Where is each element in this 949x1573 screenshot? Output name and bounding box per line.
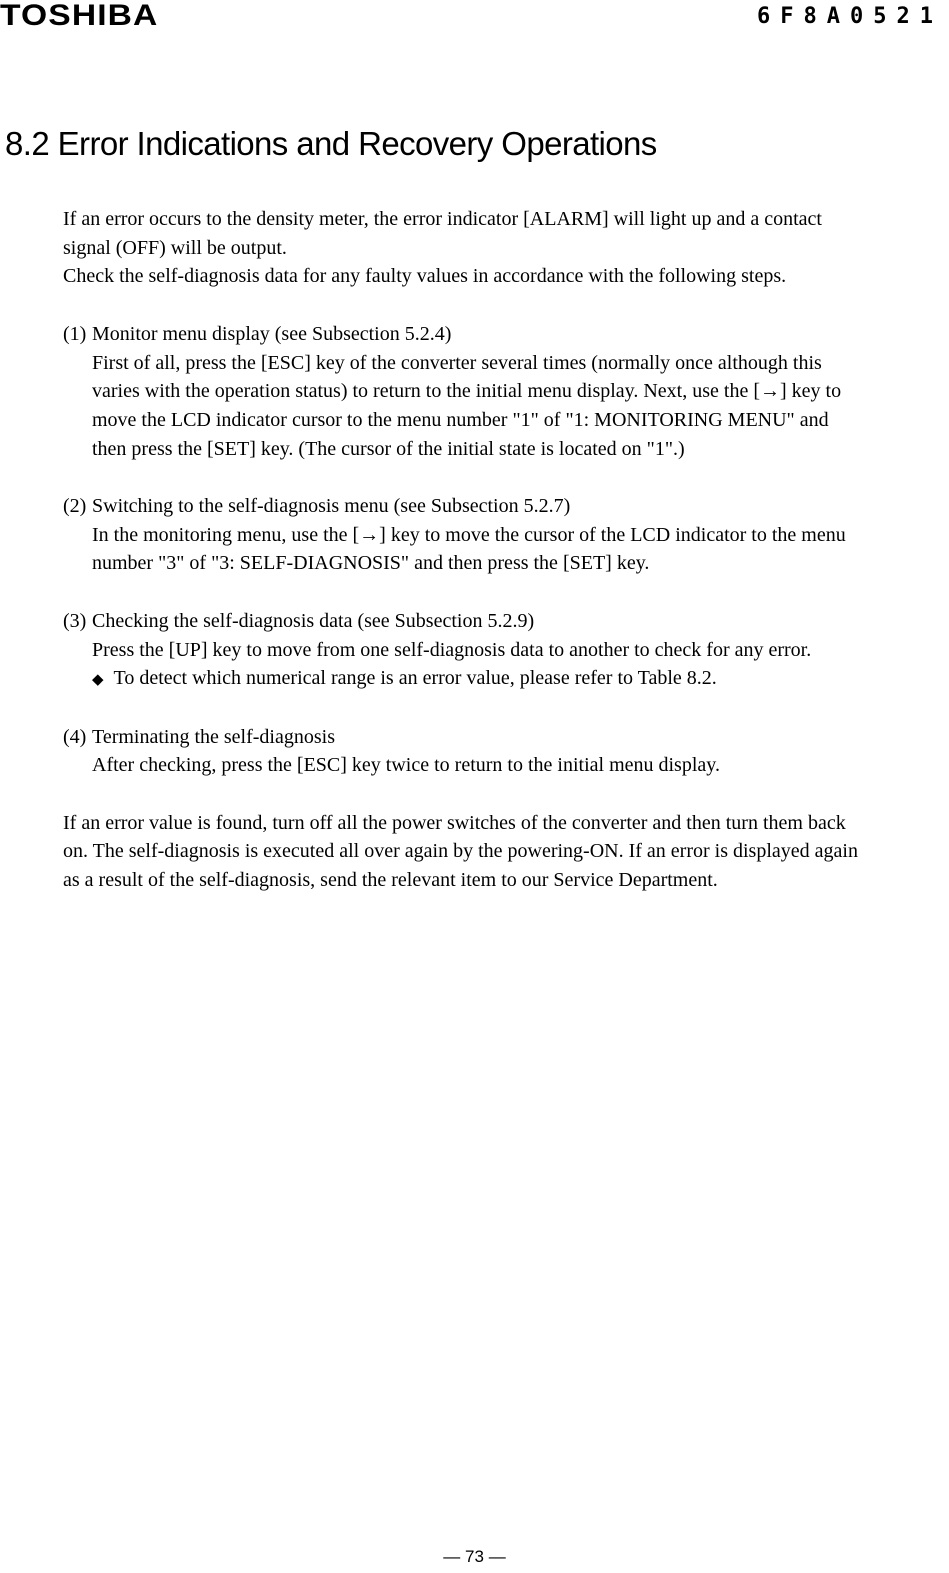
step-number: (3)	[63, 609, 87, 632]
page-footer	[0, 1546, 949, 1568]
section-title: 8.2 Error Indications and Recovery Operations	[5, 125, 657, 162]
intro-line: signal (OFF) will be output.	[63, 236, 287, 259]
footer-dash: —	[488, 1547, 506, 1566]
step-title: Terminating the self-diagnosis	[92, 725, 335, 748]
step-4	[63, 723, 947, 780]
step-line: varies with the operation status) to return to the initial menu display. Next, use the [→] key to	[92, 380, 842, 403]
step-1	[63, 320, 947, 464]
intro-line: Check the self-diagnosis data for any faulty values in accordance with the following steps.	[63, 265, 787, 288]
step-line: First of all, press the [ESC] key of the converter several times (normally once although this	[92, 351, 822, 374]
step-line: move the LCD indicator cursor to the menu number "1" of "1: MONITORING MENU" and	[92, 408, 829, 431]
closing-line: on. The self-diagnosis is executed all over again by the powering-ON. If an error is displayed again	[63, 840, 858, 863]
closing-line: If an error value is found, turn off all the power switches of the converter and then turn them back	[63, 811, 846, 834]
step-number: (2)	[63, 495, 87, 517]
body-content	[63, 205, 947, 895]
step-2	[63, 492, 947, 578]
step-number: (4)	[63, 725, 87, 748]
step-number: (1)	[63, 322, 87, 345]
toshiba-logo: TOSHIBA	[0, 0, 159, 32]
note-bullet	[63, 664, 947, 694]
closing-line: as a result of the self-diagnosis, send the relevant item to our Service Department.	[63, 869, 718, 892]
intro-line: If an error occurs to the density meter, the error indicator [ALARM] will light up and a contact	[63, 208, 822, 230]
note-text: To detect which numerical range is an error value, please refer to Table 8.2.	[113, 667, 717, 690]
step-3	[63, 607, 947, 694]
diamond-bullet-icon: ◆	[92, 670, 104, 689]
page-number: 73	[465, 1547, 484, 1566]
step-line: number "3" of "3: SELF-DIAGNOSIS" and then press the [SET] key.	[92, 552, 650, 575]
footer-dash: —	[443, 1547, 461, 1566]
step-line: Press the [UP] key to move from one self-diagnosis data to another to check for any error.	[92, 638, 812, 661]
step-line: In the monitoring menu, use the [→] key to move the cursor of the LCD indicator to the menu	[92, 523, 846, 546]
step-line: After checking, press the [ESC] key twice to return to the initial menu display.	[92, 754, 720, 777]
step-title: Monitor menu display (see Subsection 5.2.4)	[92, 322, 452, 345]
step-title: Checking the self-diagnosis data (see Subsection 5.2.9)	[92, 609, 535, 632]
document-number: 6F8A0521	[757, 4, 943, 29]
step-line: then press the [SET] key. (The cursor of the initial state is located on "1".)	[92, 437, 685, 460]
step-title: Switching to the self-diagnosis menu (see Subsection 5.2.7)	[92, 495, 571, 517]
